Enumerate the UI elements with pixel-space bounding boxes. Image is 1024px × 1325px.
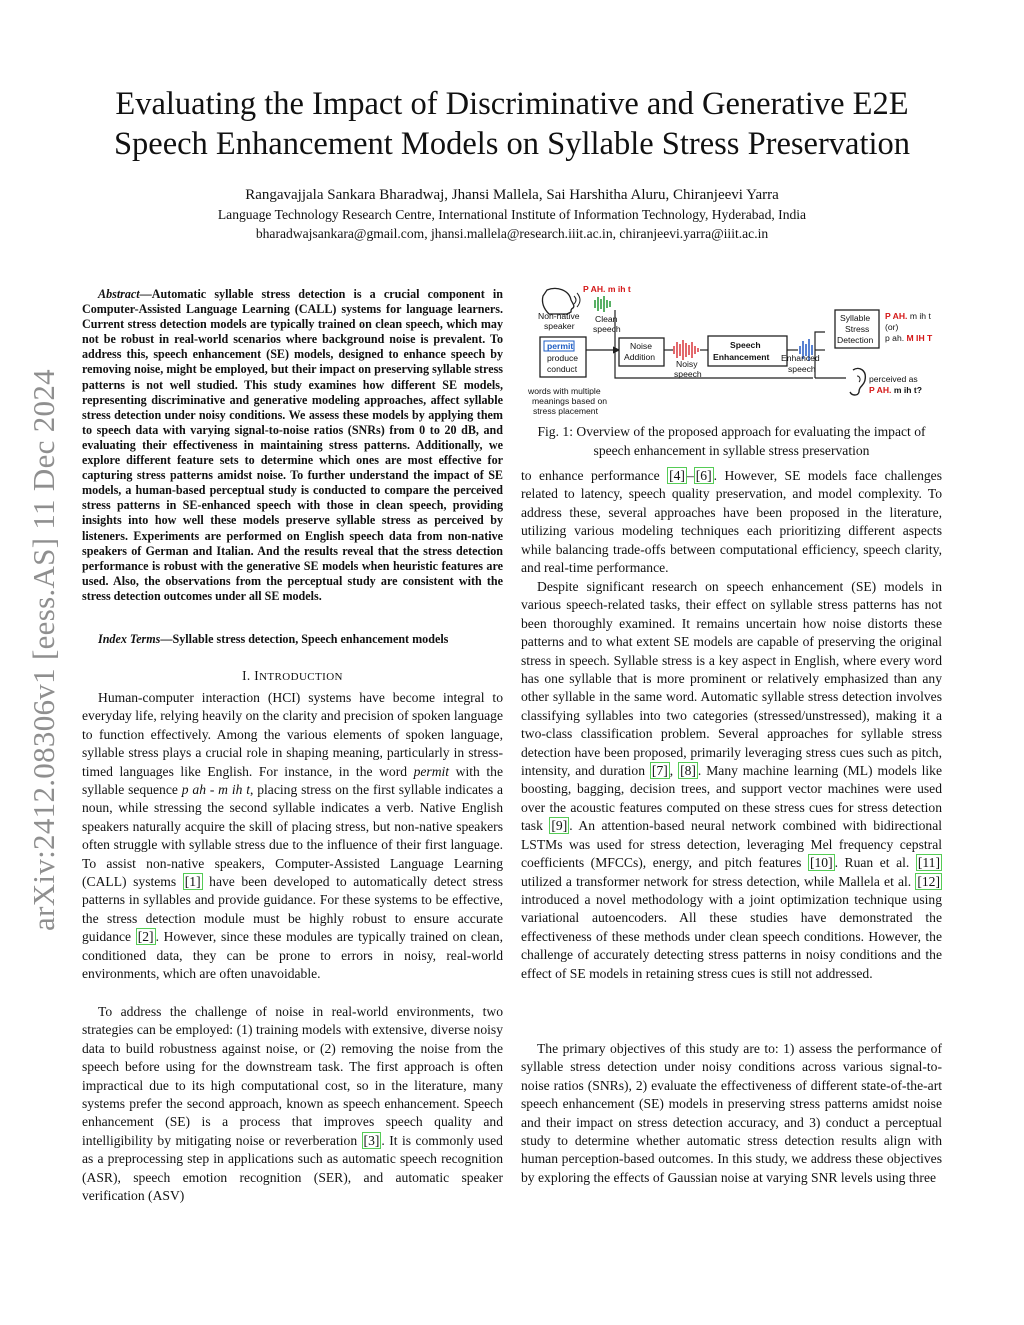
svg-text:p ah. M IH T: p ah. M IH T: [885, 333, 933, 343]
citation-link[interactable]: [11]: [917, 855, 940, 871]
svg-text:Enhancement: Enhancement: [713, 352, 770, 362]
abstract-text: —Automatic syllable stress detection is a crucial component in Computer-Assisted Language Learning (CALL) systems for language learners. Current stress detection models are typically trained on clean speech, which may not be robust in real-world scenarios where background noise is prevalent. To address this, speech enhancement (SE) models, designed to enhance speech by removing noise, might be employed, but their impact on preserving syllable stress patterns is not well studied. This study examines how different SE models, representing discriminative and generative modeling approaches, affect syllable stress detection under noisy conditions. We assess these models by applying them to speech data with varying signal-to-noise ratios (SNRs) from 0 to 20 dB, and evaluating their effectiveness in maintaining stress patterns. Additionally, we explore different feature sets to determine which ones are most effective for capturing stress patterns amidst noise. To further understand the impact of SE models, a human-based perceptual study is conducted to compare the perceived stress patterns in SE-enhanced speech with those in clean speech, providing insights into how well these models preserve syllable stress as perceived by listeners. Experiments are performed on English speech data from non-native speakers of German and Italian. And the results reveal that the stress detection performance is robust with the generative SE models when heuristic features are used. Also, the observations from the perceptual study are consistent with the stress detection outcomes under all SE models.: [82, 287, 503, 603]
figure-1-caption: Fig. 1: Overview of the proposed approach for evaluating the impact of speech enhancement in syllable stress preservation: [537, 424, 926, 458]
svg-text:words with multiple: words with multiple: [528, 386, 601, 396]
section-heading-introduction: I. INTRODUCTION: [242, 668, 343, 683]
citation-link[interactable]: [8]: [680, 763, 696, 779]
title-line-1: Evaluating the Impact of Discriminative and Generative E2E: [115, 86, 909, 122]
citation-link[interactable]: [6]: [695, 468, 712, 483]
svg-text:stress placement: stress placement: [533, 406, 598, 416]
svg-text:speech: speech: [674, 369, 702, 379]
right-paragraph-2: Despite significant research on speech enhancement (SE) models in various speech-related tasks, their effect on syllable stress patterns has not been thoroughly examined. It remains uncertain how noise distorts these patterns and to what extent SE models are capable of preserving the original stress in speech. Syllable stress is a key aspect in English, where every word has one syllable that is more prominent or relatively emphasized than any other syllable in the same word. Automatic syllable stress detection involves classifying syllables into two categories (stressed/unstressed), making it a two-class classification problem. Several approaches for syllable stress detection have been proposed, primarily leveraging stress cues such as pitch, intensity, and duration [7] , [8] . Many machine learning (ML) models like boosting, bagging, decision trees, and support vector machines were used over the acoustic features computed on these stress cues for stress detection task [9] . An attention-based neural network combined with bidirectional LSTMs was used for stress detection, leveraging Mel frequency cepstral coefficients (MFCCs), energy, and pitch features [10] . Ruan et al. [11] utilized a transformer network for stress detection, while Mallela et al. [12] introduced a novel methodology with a joint optimization technique using variational autoencoders. All these studies have demonstrated the effectiveness of these methods under clean speech conditions. However, the challenge of accurately detecting stress patterns in noisy conditions and the effect of SE models in retaining stress cues is still not addressed.: [521, 579, 943, 981]
clean-speech-waveform: [595, 296, 610, 312]
citation-link[interactable]: [3]: [363, 1132, 380, 1148]
svg-text:permit: permit: [547, 341, 574, 351]
example-word: permit: [413, 763, 450, 779]
abstract-label: Abstract: [98, 287, 140, 301]
svg-text:Detection: Detection: [837, 335, 874, 345]
figure-1-diagram: [523, 282, 943, 420]
abstract: [82, 287, 503, 604]
svg-text:Non-native: Non-native: [538, 311, 580, 321]
right-paragraph-continued: to enhance performance [4] – [6] . However, SE models face challenges related to latency, speech quality preservation, and model complexity. To address these, several approaches have been proposed in the literature, utilizing various modeling techniques each prioritizing different aspects while balancing trade-offs between computational efficiency, speech clarity, and real-time performance.: [521, 468, 942, 576]
intro-paragraph-2: To address the challenge of noise in real-world environments, two strategies can be employed: (1) training models with extensive, diverse noisy data to build robustness against noise, or (2) removing the noise from the speech before using for the downstream task. The first approach is often impractical due to its high computational cost, so in the literature, many systems prefer the second approach, known as speech enhancement. Speech enhancement (SE) is a process that improves speech quality and intelligibility by mitigating noise or reverberation [3] . It is commonly used as a preprocessing step in applications such as automatic speech recognition (ASR), speech emotion recognition (SER), and automatic speaker verification (ASV): [82, 1004, 503, 1204]
author-emails: bharadwajsankara@gmail.com, jhansi.mallela@research.iiit.ac.in, chiranjeevi.yarra@iiit.ac.in: [255, 226, 769, 241]
index-terms: [82, 632, 503, 647]
arxiv-identifier: arXiv:2412.08306v1 [eess.AS] 11 Dec 2024: [26, 369, 61, 931]
svg-text:Clean: Clean: [595, 314, 618, 324]
citation-link[interactable]: [7]: [651, 763, 668, 779]
title-line-2: Speech Enhancement Models on Syllable Stress Preservation: [113, 126, 911, 162]
svg-text:(or): (or): [885, 322, 899, 332]
svg-text:Speech: Speech: [730, 340, 761, 350]
svg-text:speech: speech: [593, 324, 621, 334]
svg-text:Addition: Addition: [624, 352, 656, 362]
ear-icon: [850, 368, 865, 395]
svg-text:Enhanced: Enhanced: [781, 353, 820, 363]
citation-link[interactable]: [12]: [917, 873, 940, 889]
citation-link[interactable]: [10]: [809, 855, 833, 871]
svg-text:speech: speech: [788, 364, 816, 374]
author-list: Rangavajjala Sankara Bharadwaj, Jhansi Mallela, Sai Harshitha Aluru, Chiranjeevi Yarra: [245, 187, 779, 203]
svg-text:Stress: Stress: [845, 324, 870, 334]
svg-text:P AH. m ih t?: P AH. m ih t?: [869, 385, 923, 395]
citation-link[interactable]: [4]: [669, 468, 685, 483]
intro-paragraph-1: Human-computer interaction (HCI) systems have become integral to everyday life, relying heavily on the clarity and precision of spoken language to function effectively. Among the various elements of spoken language, syllable stress plays a crucial role in shaping meaning, particularly in stress-timed languages like English. For instance, in the word permit with the syllable sequence p ah - m ih t, placing stress on the first syllable indicates a noun, while stressing the second syllable indicates a verb. Native English speakers naturally acquire the skill of placing stress, but non-native speakers often struggle with syllable stress due to the influence of their first language. To assist non-native speakers, Computer-Assisted Language Learning (CALL) systems [1] have been developed to automatically detect stress patterns in syllables and provide guidance. For these systems to be effective, the stress detection module must be highly robust to ensure accurate guidance [2] . However, since these modules are typically trained on clean, conditioned data, they can be prone to errors in noisy, real-world environments, which are often unavoidable.: [82, 690, 503, 982]
svg-text:P AH. m ih t: P AH. m ih t: [583, 284, 631, 294]
noisy-speech-waveform: [674, 340, 698, 360]
svg-text:conduct: conduct: [547, 364, 578, 374]
citation-link[interactable]: [1]: [184, 874, 201, 890]
svg-text:speaker: speaker: [544, 321, 575, 331]
svg-text:perceived as: perceived as: [869, 374, 918, 384]
svg-text:Noisy: Noisy: [676, 359, 698, 369]
right-paragraph-3: The primary objectives of this study are to: 1) assess the performance of syllable stress detection under noisy conditions across various signal-to-noise ratios (SNRs), 2) evaluate the effectiveness of different state-of-the-art speech enhancement (SE) models in preserving stress patterns amidst noise and their impact on stress detection accuracy, and 3) conduct a perceptual study to determine whether automatic stress detection results align with human perception-based outcomes. In this study, we address these objectives by exploring the effects of Gaussian noise at varying SNR levels using three: [521, 1041, 942, 1185]
svg-text:Noise: Noise: [630, 341, 652, 351]
syllable-sequence: p ah - m ih t: [181, 782, 250, 798]
affiliation: Language Technology Research Centre, International Institute of Information Technology, Hyderabad, India: [217, 207, 807, 222]
paper-title: [60, 84, 964, 164]
index-terms-text: —Syllable stress detection, Speech enhancement models: [160, 632, 449, 646]
svg-text:produce: produce: [547, 353, 579, 363]
svg-text:meanings based on: meanings based on: [532, 396, 608, 406]
svg-text:P AH. m ih t: P AH. m ih t: [885, 311, 931, 321]
citation-link[interactable]: [2]: [137, 929, 154, 945]
svg-text:Syllable: Syllable: [840, 313, 871, 323]
citation-link[interactable]: [9]: [551, 818, 568, 834]
index-terms-label: Index Terms: [98, 632, 161, 646]
